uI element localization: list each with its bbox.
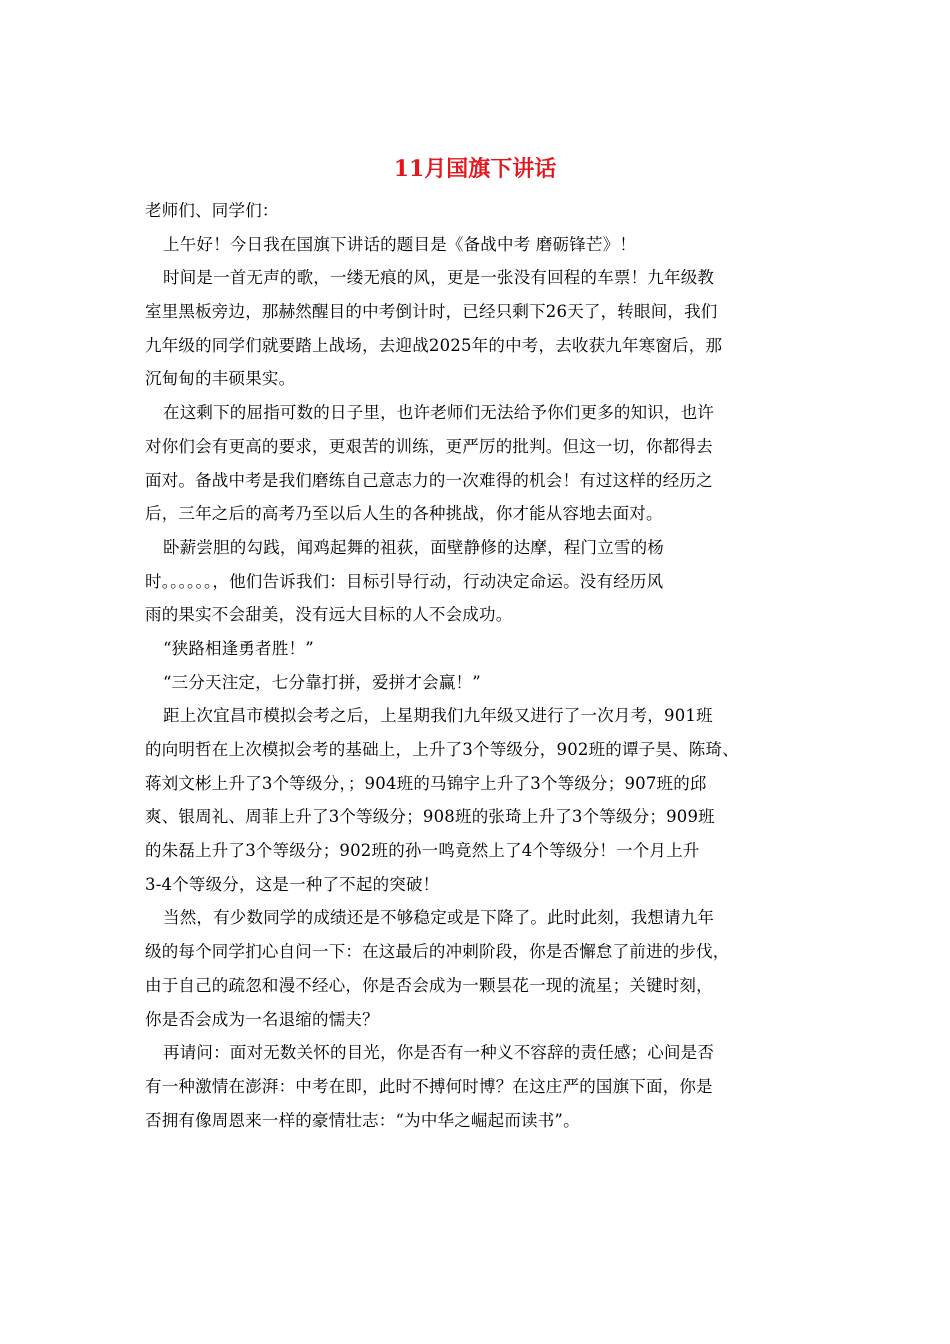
- body-line: 级的每个同学扪心自问一下：在这最后的冲刺阶段，你是否懈怠了前进的步伐，: [145, 942, 730, 962]
- body-line: 有一种激情在澎湃：中考在即，此时不搏何时博？在这庄严的国旗下面，你是: [145, 1076, 713, 1096]
- body-line: “狭路相逢勇者胜！”: [163, 638, 314, 658]
- body-line: 雨的果实不会甜美，没有远大目标的人不会成功。: [145, 605, 513, 625]
- body-line: 爽、银周礼、周菲上升了3个等级分；908班的张琦上升了3个等级分；909班: [145, 807, 715, 827]
- body-line: 在这剩下的屈指可数的日子里，也许老师们无法给予你们更多的知识，也许: [163, 403, 715, 423]
- body-line: 的朱磊上升了3个等级分；902班的孙一鸣竟然上了4个等级分！一个月上升: [145, 841, 700, 861]
- body-line: 老师们、同学们：: [145, 201, 279, 220]
- body-line: 上午好！今日我在国旗下讲话的题目是《备战中考 磨砺锋芒》！: [163, 234, 637, 254]
- body-line: 卧薪尝胆的勾践，闻鸡起舞的祖荻，面壁静修的达摩，程门立雪的杨: [163, 537, 664, 557]
- body-line: 时。。。。。。，他们告诉我们：目标引导行动，行动决定命运。没有经历风: [145, 571, 664, 591]
- body-line: 你是否会成为一名退缩的懦夫？: [145, 1009, 379, 1029]
- body-line: 再请问：面对无数关怀的目光，你是否有一种义不容辞的责任感；心间是否: [163, 1043, 715, 1063]
- body-line: 对你们会有更高的要求，更艰苦的训练，更严厉的批判。但这一切，你都得去: [145, 436, 713, 456]
- body-line: 当然，有少数同学的成绩还是不够稳定或是下降了。此时此刻，我想请九年: [163, 908, 715, 928]
- body-line: 否拥有像周恩来一样的豪情壮志：“为中华之崛起而读书”。: [145, 1110, 580, 1130]
- body-line: 室里黑板旁边，那赫然醒目的中考倒计时，已经只剩下26天了，转眼间，我们: [145, 302, 718, 322]
- body-line: 3-4个等级分，这是一种了不起的突破！: [145, 874, 440, 894]
- body-line: 的向明哲在上次模拟会考的基础上，上升了3个等级分，902班的谭子昊、陈琦、: [145, 740, 739, 759]
- body-line: 后，三年之后的高考乃至以后人生的各种挑战，你才能从容地去面对。: [145, 504, 663, 524]
- document-body: [145, 194, 825, 1137]
- document-title: 11月国旗下讲话: [393, 156, 557, 182]
- body-line: 九年级的同学们就要踏上战场，去迎战2025年的中考，去收获九年寒窗后，那: [145, 335, 723, 355]
- body-line: 沉甸甸的丰硕果实。: [145, 369, 296, 389]
- body-line: “三分天注定，七分靠打拼，爱拼才会赢！”: [163, 672, 481, 692]
- body-line: 时间是一首无声的歌，一缕无痕的风，更是一张没有回程的车票！九年级教: [163, 268, 715, 288]
- body-line: 蒋刘文彬上升了3个等级分，；904班的马锦宇上升了3个等级分；907班的邱: [145, 773, 707, 793]
- body-line: 面对。备战中考是我们磨练自己意志力的一次难得的机会！有过这样的经历之: [145, 470, 713, 490]
- body-line: 由于自己的疏忽和漫不经心，你是否会成为一颗昙花一现的流星；关键时刻，: [145, 975, 713, 995]
- body-line: 距上次宜昌市模拟会考之后，上星期我们九年级又进行了一次月考，901班: [163, 706, 713, 726]
